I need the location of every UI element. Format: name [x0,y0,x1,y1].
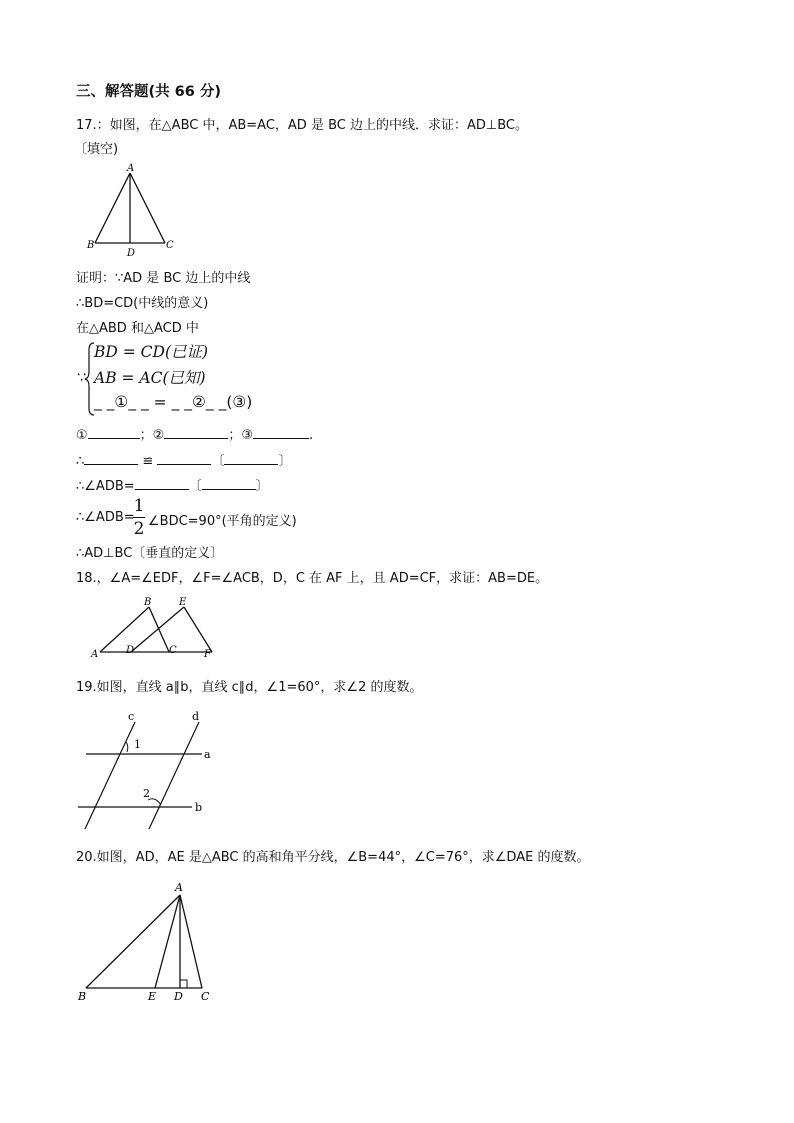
section-title: 三、解答题(共 66 分) [76,84,222,100]
label-e: E [179,597,187,608]
segment-ae [155,895,180,988]
label-c: C [169,645,177,656]
label-b: B [87,240,95,251]
because-symbol: ∵ [77,370,86,386]
fraction-half [133,496,145,539]
blank-1-mark: ① [76,428,88,443]
segment-ac [180,895,202,988]
label-d: D [127,248,136,259]
blank-1-field[interactable] [88,425,140,439]
line-c [85,722,135,829]
label-b: B [144,597,152,608]
q18-figure [88,593,218,661]
proof-line-1: 证明：∵AD 是 BC 边上的中线 [76,271,251,286]
angle-1-label: 1 [134,738,141,751]
q19-text: 19.如图，直线 a∥b，直线 c∥d，∠1=60°，求∠2 的度数。 [76,680,423,695]
fraction-denominator: 2 [133,519,145,539]
label-b: B [78,990,87,1003]
q19-figure [72,704,222,836]
congruent-blank-1[interactable] [84,451,138,465]
half-angle-suffix: ∠BDC=90°(平角的定义) [148,514,297,529]
label-c: C [201,990,210,1003]
angle-reason-blank[interactable] [202,476,256,490]
segment-ab [95,173,130,243]
proof-line-2: ∴BD=CD(中线的意义) [76,296,209,311]
angle-reason-close: 〕 [255,479,269,494]
q17-figure [86,162,186,260]
congruence-line [76,450,292,469]
q17-note: 〔填空) [74,142,119,157]
angle-line [76,475,269,494]
label-a: A [91,649,99,660]
reason-open: 〔 [211,454,225,469]
blank-3-mark: ；③ [228,428,253,443]
line-d [149,722,199,829]
therefore-mark: ∴ [76,454,85,469]
blanks-line-end: . [308,428,314,443]
q17-text: 17.：如图，在△ABC 中，AB=AC，AD 是 BC 边上的中线．求证：AD⊥BC。 [76,118,528,133]
angle-reason-open: 〔 [188,479,202,494]
segment-ac [130,173,165,243]
label-a: A [127,163,135,174]
brace-eq-1: BD = CD(已证) [94,343,209,361]
label-a: a [204,748,211,761]
blanks-line [76,424,313,443]
fraction-numerator: 1 [133,496,145,516]
right-angle-mark [180,980,187,988]
label-d: D [174,990,183,1003]
brace-eq-2: AB = AC(已知) [94,369,206,387]
label-d: D [126,645,135,656]
angle-2-label: 2 [143,787,150,800]
label-d: d [192,710,200,723]
congruent-blank-2[interactable] [157,451,211,465]
q20-text: 20.如图，AD，AE 是△ABC 的高和角平分线，∠B=44°，∠C=76°，求∠DAE 的度数。 [76,850,590,865]
proof-conclusion: ∴AD⊥BC〔垂直的定义〕 [76,546,224,561]
label-a: A [175,881,183,894]
blank-2-field[interactable] [164,425,228,439]
angle-prefix: ∴∠ADB= [76,479,135,494]
congruent-reason-blank[interactable] [224,451,278,465]
blank-3-field[interactable] [253,425,309,439]
proof-line-3: 在△ABD 和△ACD 中 [76,321,199,336]
label-f: F [204,649,211,660]
label-e: E [148,990,157,1003]
brace-eq-3: _ _①_ _ = _ _②_ _(③) [94,393,253,411]
q18-text: 18.，∠A=∠EDF，∠F=∠ACB，D，C 在 AF 上，且 AD=CF，求证：AB=DE。 [76,571,549,586]
congruent-symbol: ≌ [142,454,154,469]
label-b: b [195,801,203,814]
q20-figure [74,876,224,1004]
label-c: C [166,240,174,251]
segment-ab [86,895,180,988]
angle-blank[interactable] [135,476,189,490]
half-angle-prefix: ∴∠ADB= [76,510,135,525]
label-c: c [128,710,135,723]
reason-close: 〕 [278,454,292,469]
blank-2-mark: ；② [139,428,165,443]
